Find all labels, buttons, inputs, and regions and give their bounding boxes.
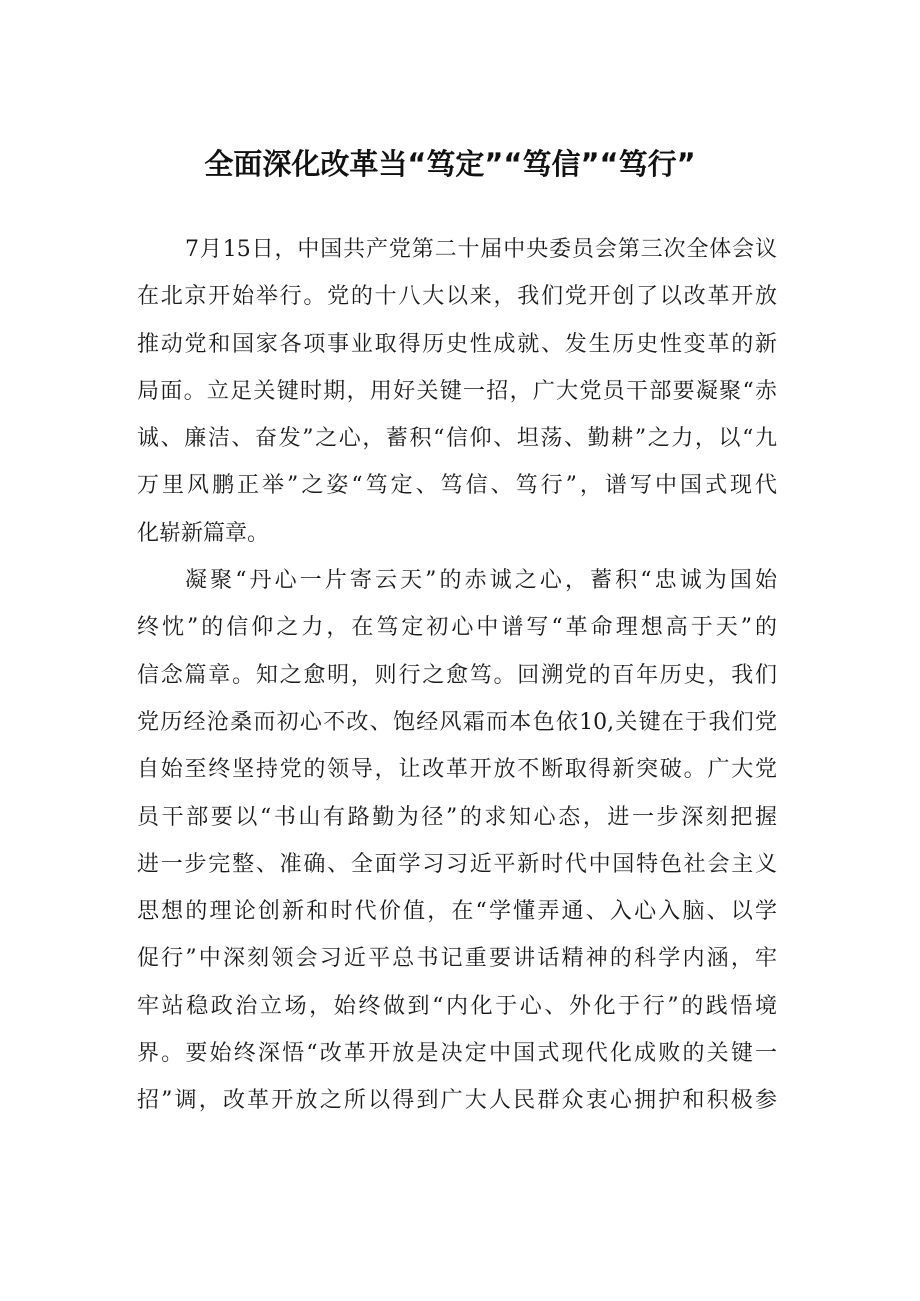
- text-line: 招”调，改革开放之所以得到广大人民群众衷心拥护和积极参: [137, 1088, 777, 1114]
- text-line: 万里风鹏正举”之姿“笃定、笃信、笃行”，谱写中国式现代: [137, 473, 777, 499]
- text-line: 思想的理论创新和时代价值，在“学懂弄通、入心入脑、以学: [137, 899, 777, 925]
- text-line: 推动党和国家各项事业取得历史性成就、发生历史性变革的新: [137, 331, 777, 357]
- text-line: 牢站稳政治立场，始终做到“内化于心、外化于行”的践悟境: [137, 993, 777, 1019]
- document-body: [137, 226, 777, 1125]
- text-line: 信念篇章。知之愈明，则行之愈笃。回溯党的百年历史，我们: [137, 662, 777, 688]
- text-line: 终忱”的信仰之力，在笃定初心中谱写“革命理想高于天”的: [137, 615, 777, 641]
- document-title: 全面深化改革当“笃定”“笃信”“笃行”: [204, 147, 696, 181]
- text-line: 在北京开始举行。党的十八大以来，我们党开创了以改革开放: [137, 284, 777, 310]
- text-line: 局面。立足关键时期，用好关键一招，广大党员干部要凝聚“赤: [137, 378, 777, 404]
- text-line: 进一步完整、准确、全面学习习近平新时代中国特色社会主义: [137, 851, 777, 877]
- text-line: 党历经沧桑而初心不改、饱经风霜而本色依10,关键在于我们党: [137, 709, 777, 735]
- text-line: 诚、廉洁、奋发”之心，蓄积“信仰、坦荡、勤耕”之力，以“九: [137, 426, 777, 452]
- text-line: 界。要始终深悟“改革开放是决定中国式现代化成败的关键一: [137, 1041, 777, 1067]
- text-line: 化崭新篇章。: [137, 520, 270, 546]
- text-line: 自始至终坚持党的领导，让改革开放不断取得新突破。广大党: [137, 757, 777, 783]
- text-line: 促行”中深刻领会习近平总书记重要讲话精神的科学内涵，牢: [137, 946, 777, 972]
- text-line: 员干部要以“书山有路勤为径”的求知心态，进一步深刻把握: [137, 804, 777, 830]
- text-line: 7月15日，中国共产党第二十届中央委员会第三次全体会议: [185, 237, 777, 262]
- text-line: 凝聚“丹心一片寄云天”的赤诚之心，蓄积“忠诚为国始: [185, 568, 777, 594]
